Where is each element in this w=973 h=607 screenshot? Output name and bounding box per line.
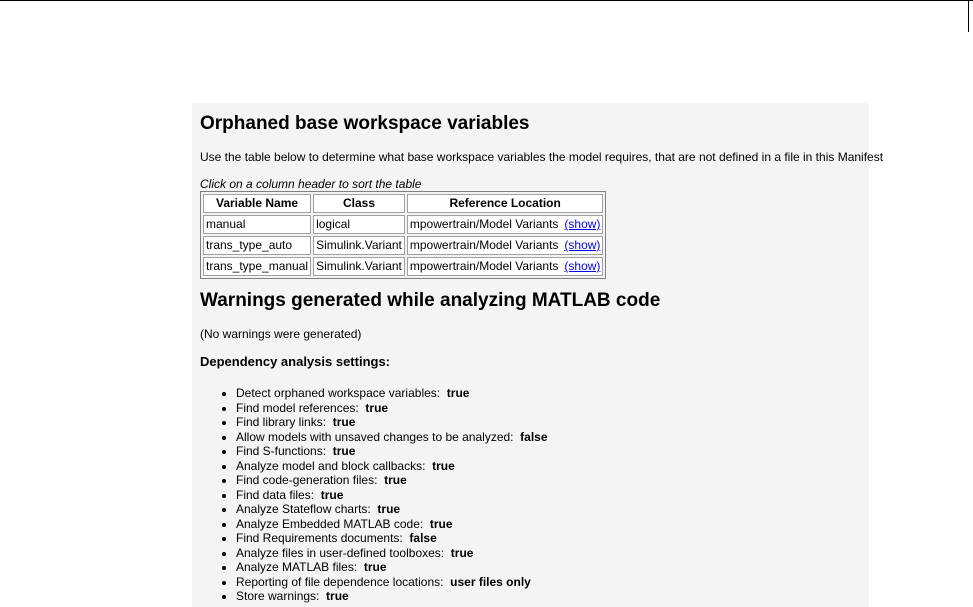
list-item xyxy=(236,488,548,503)
setting-value: true xyxy=(332,444,356,458)
setting-value: true xyxy=(326,589,349,603)
setting-label: Analyze model and block callbacks: xyxy=(236,458,426,473)
reference-location-text: mpowertrain/Model Variants xyxy=(409,238,559,252)
table-row xyxy=(203,257,603,276)
setting-value: false xyxy=(520,429,548,444)
setting-label: Find code-generation files: xyxy=(236,473,378,487)
list-item xyxy=(236,502,548,517)
reference-location-text: mpowertrain/Model Variants xyxy=(409,259,559,273)
reference-location-cell xyxy=(407,215,604,234)
column-header-reference-location[interactable]: Reference Location xyxy=(407,194,604,213)
list-item xyxy=(236,401,548,416)
setting-label: Detect orphaned workspace variables: xyxy=(236,386,441,400)
orphaned-description: Use the table below to determine what base workspace variables the model requires, that are not defined in a file in this Manifest xyxy=(200,150,884,164)
setting-label: Find Requirements documents: xyxy=(236,531,403,545)
warnings-title: Warnings generated while analyzing MATLAB code xyxy=(200,290,661,311)
setting-value: true xyxy=(332,415,356,429)
variable-name-cell: trans_type_manual xyxy=(203,257,311,276)
setting-label: Analyze Embedded MATLAB code: xyxy=(236,516,424,531)
variable-name-cell: trans_type_auto xyxy=(203,236,311,255)
list-item xyxy=(236,386,548,401)
table-row xyxy=(203,215,603,234)
list-item xyxy=(236,589,548,604)
setting-value: true xyxy=(365,400,389,415)
setting-label: Find library links: xyxy=(236,415,327,429)
sort-hint: Click on a column header to sort the table xyxy=(200,177,422,191)
settings-title: Dependency analysis settings: xyxy=(200,354,391,369)
list-item xyxy=(236,517,548,532)
setting-label: Analyze MATLAB files: xyxy=(236,560,358,574)
setting-label: Reporting of file dependence locations: xyxy=(236,574,444,589)
orphaned-variables-table xyxy=(200,191,606,279)
setting-value: true xyxy=(450,545,474,560)
class-cell: logical xyxy=(313,215,405,234)
column-header-class[interactable]: Class xyxy=(313,194,405,213)
table-header-row xyxy=(203,194,603,213)
setting-value: true xyxy=(446,386,470,400)
list-item xyxy=(236,560,548,575)
list-item xyxy=(236,430,548,445)
setting-value: user files only xyxy=(450,574,531,589)
page-top-rule xyxy=(0,0,973,1)
list-item xyxy=(236,444,548,459)
page-corner-tick xyxy=(968,0,969,32)
class-cell: Simulink.Variant xyxy=(313,257,405,276)
class-cell: Simulink.Variant xyxy=(313,236,405,255)
setting-label: Analyze files in user-defined toolboxes: xyxy=(236,545,445,560)
show-link[interactable]: (show) xyxy=(564,259,601,273)
show-link[interactable]: (show) xyxy=(564,217,601,231)
warnings-message: (No warnings were generated) xyxy=(200,327,362,341)
reference-location-cell xyxy=(407,236,604,255)
setting-value: true xyxy=(320,487,344,502)
show-link[interactable]: (show) xyxy=(564,238,601,252)
setting-label: Analyze Stateflow charts: xyxy=(236,502,371,516)
reference-location-cell xyxy=(407,257,604,276)
setting-value: true xyxy=(363,560,387,574)
setting-label: Find S-functions: xyxy=(236,444,327,458)
list-item xyxy=(236,473,548,488)
column-header-variable-name[interactable]: Variable Name xyxy=(203,194,311,213)
list-item xyxy=(236,546,548,561)
setting-value: false xyxy=(409,531,437,545)
setting-label: Store warnings: xyxy=(236,589,320,603)
reference-location-text: mpowertrain/Model Variants xyxy=(409,217,559,231)
variable-name-cell: manual xyxy=(203,215,311,234)
setting-value: true xyxy=(432,458,455,473)
list-item xyxy=(236,459,548,474)
setting-label: Find data files: xyxy=(236,487,315,502)
setting-label: Allow models with unsaved changes to be analyzed: xyxy=(236,429,514,444)
list-item xyxy=(236,415,548,430)
setting-value: true xyxy=(384,473,407,487)
orphaned-title: Orphaned base workspace variables xyxy=(200,113,530,134)
table-row xyxy=(203,236,603,255)
setting-value: true xyxy=(377,502,401,516)
setting-value: true xyxy=(429,516,453,531)
list-item xyxy=(236,531,548,546)
setting-label: Find model references: xyxy=(236,400,359,415)
settings-list xyxy=(200,386,548,604)
list-item xyxy=(236,575,548,590)
